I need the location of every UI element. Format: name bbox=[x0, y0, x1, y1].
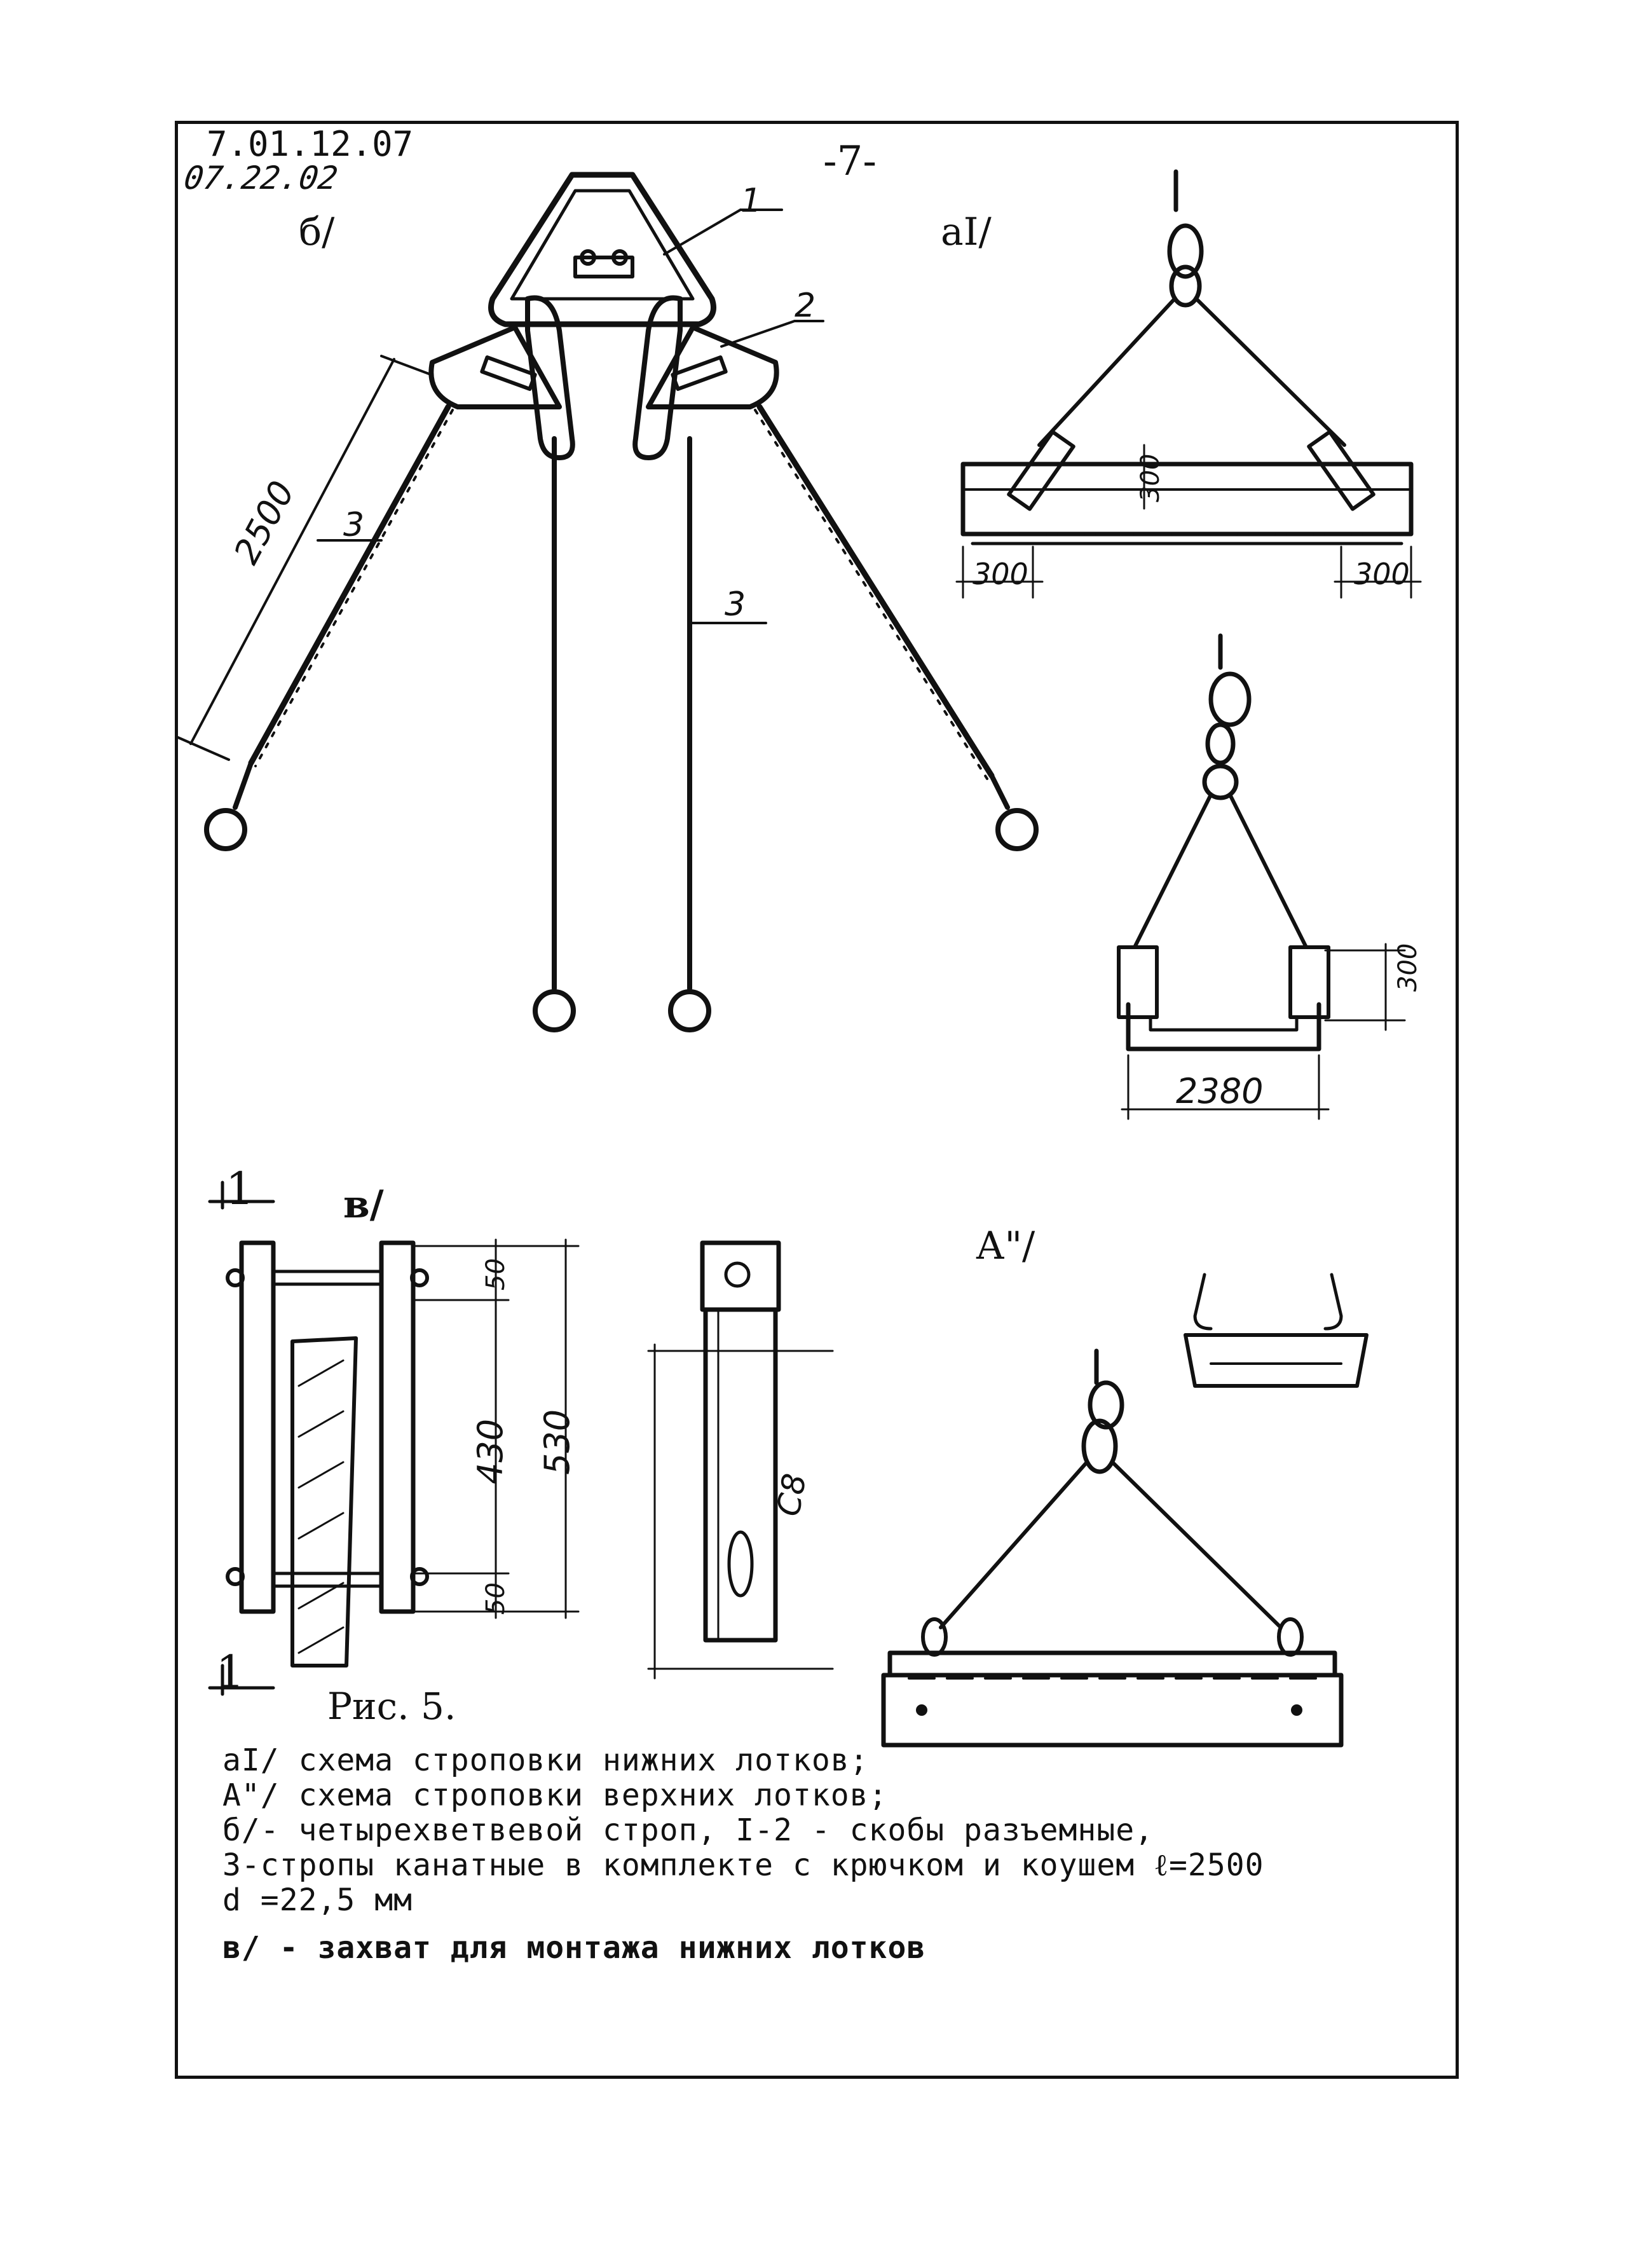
scheme-top-trough bbox=[884, 1275, 1367, 1745]
dim-trough-width: 2380 bbox=[1176, 1071, 1264, 1111]
label-b: б/ bbox=[299, 210, 335, 254]
dim-grip-total: 530 bbox=[537, 1409, 577, 1475]
dim-a1-left: 300 bbox=[973, 557, 1028, 591]
part-2-label: 2 bbox=[795, 287, 816, 325]
dim-a1-height: 300 bbox=[1136, 453, 1165, 502]
caption-line-5: d =22,5 мм bbox=[222, 1882, 413, 1918]
section-mark-bottom: 1 bbox=[216, 1646, 245, 1698]
part-1-label: 1 bbox=[741, 182, 762, 220]
caption-line-6: в/ - захват для монтажа нижних лотков bbox=[222, 1930, 926, 1966]
dim-trough-height: 300 bbox=[1393, 943, 1423, 992]
scheme-u-trough bbox=[1119, 636, 1405, 1119]
label-v: в/ bbox=[343, 1182, 384, 1227]
channel-drawing bbox=[648, 1243, 833, 1678]
dim-grip-mid: 430 bbox=[470, 1418, 510, 1484]
part-3-left-label: 3 bbox=[343, 506, 365, 544]
caption-line-2: А"/ схема строповки верхних лотков; bbox=[222, 1777, 888, 1813]
dim-grip-top: 50 bbox=[481, 1258, 510, 1291]
figure-title: Рис. 5. bbox=[327, 1685, 456, 1728]
dim-grip-bottom: 50 bbox=[481, 1582, 510, 1615]
label-a1: аI/ bbox=[941, 210, 992, 254]
caption-line-1: аI/ схема строповки нижних лотков; bbox=[222, 1743, 869, 1778]
grip-drawing bbox=[210, 1182, 578, 1698]
caption-line-4: 3-стропы канатные в комплекте с крючком и коушем ℓ=2500 bbox=[222, 1847, 1264, 1883]
page-number: -7- bbox=[823, 138, 877, 185]
doc-number: 7.01.12.07 bbox=[207, 124, 414, 164]
doc-number-secondary: 07.22.02 bbox=[181, 160, 340, 196]
section-mark-top: 1 bbox=[226, 1163, 254, 1215]
dim-sling-length: 2500 bbox=[226, 474, 303, 571]
caption-line-3: б/- четырехветвевой строп, I-2 - скобы разъемные, bbox=[222, 1812, 1154, 1848]
scheme-bottom-trough bbox=[957, 172, 1421, 598]
four-leg-sling bbox=[178, 175, 1036, 1030]
dim-a1-right: 300 bbox=[1354, 557, 1410, 591]
part-3-right-label: 3 bbox=[725, 586, 746, 624]
label-a2: А"/ bbox=[976, 1224, 1035, 1268]
dim-channel: С8 bbox=[770, 1470, 814, 1519]
